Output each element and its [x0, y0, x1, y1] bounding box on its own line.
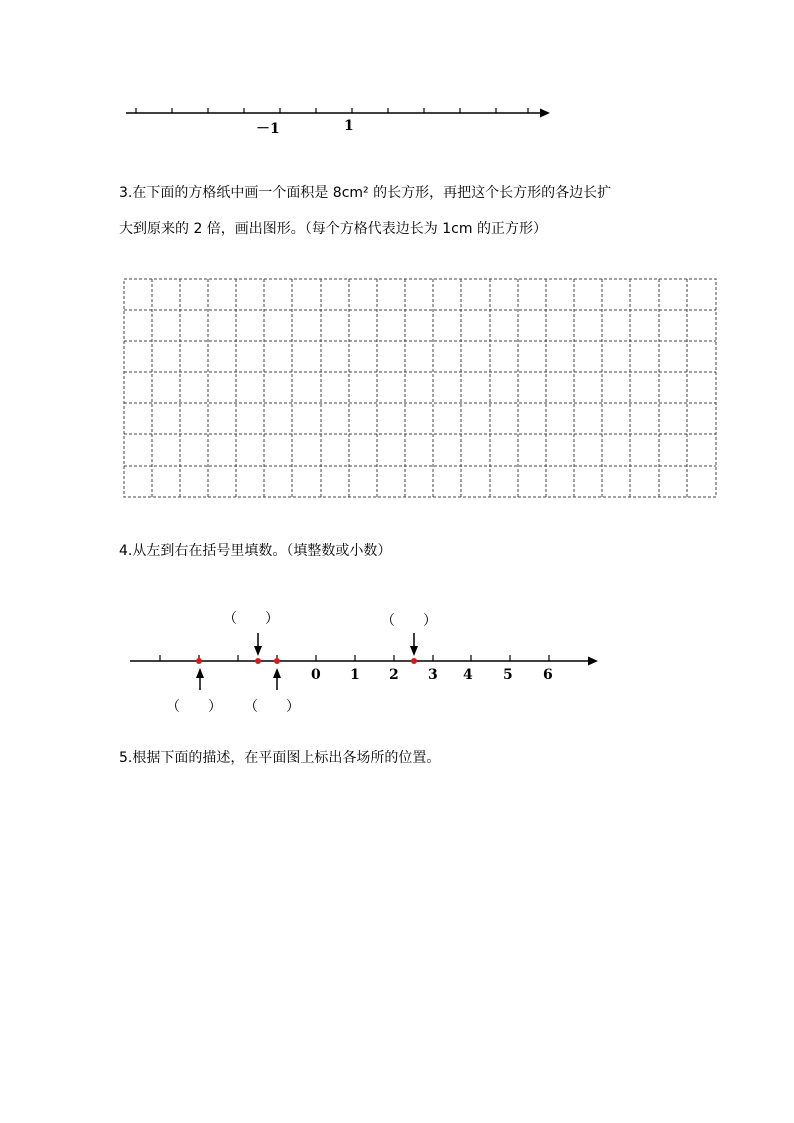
question-4-text: 4.从左到右在括号里填数。（填整数或小数）	[119, 543, 392, 559]
answer-blank-top-left[interactable]: （ ）	[223, 611, 279, 627]
answer-blank-top-right[interactable]: （ ）	[381, 613, 437, 629]
tick-label-minus-1: －1	[256, 121, 280, 137]
question-5-text: 5.根据下面的描述，在平面图上标出各场所的位置。	[119, 750, 441, 766]
tick-label-1: 1	[350, 667, 360, 683]
answer-blank-bottom-middle[interactable]: （ ）	[244, 699, 300, 715]
tick-label-4: 4	[463, 667, 473, 683]
question-3-line-1: 3.在下面的方格纸中画一个面积是 8cm² 的长方形，再把这个长方形的各边长扩	[119, 185, 612, 201]
tick-label-3: 3	[428, 667, 438, 683]
tick-label-1: 1	[344, 118, 354, 134]
tick-label-5: 5	[503, 667, 513, 683]
tick-label-0: 0	[311, 667, 321, 683]
question-3-line-2: 大到原来的 2 倍，画出图形。（每个方格代表边长为 1cm 的正方形）	[119, 221, 547, 237]
tick-label-2: 2	[389, 667, 399, 683]
answer-blank-bottom-left[interactable]: （ ）	[166, 699, 222, 715]
tick-label-6: 6	[543, 667, 553, 683]
